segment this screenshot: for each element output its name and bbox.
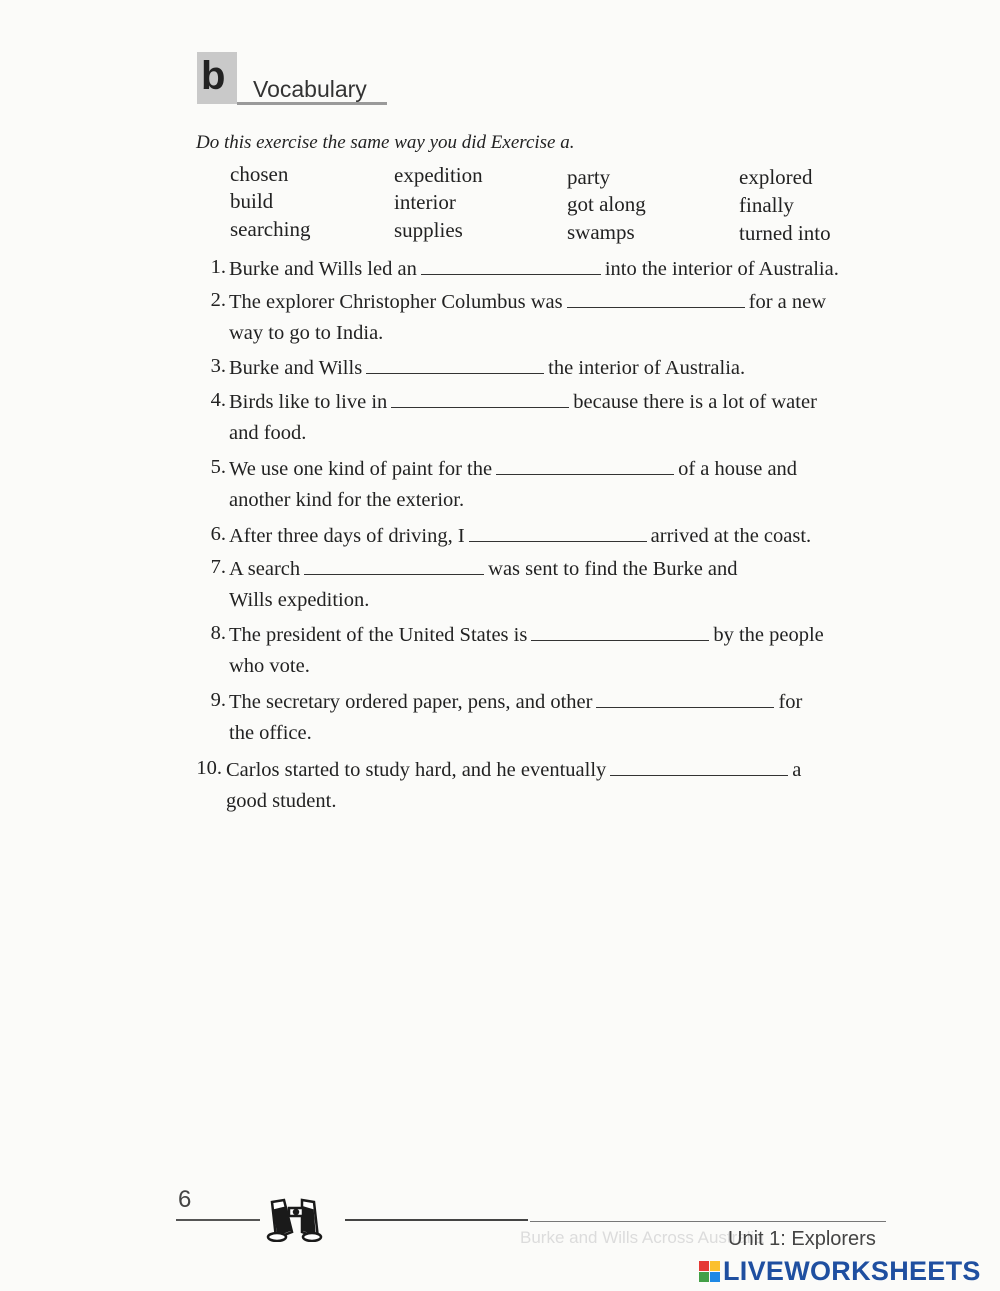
section-letter: b	[197, 52, 237, 104]
liveworksheets-watermark	[699, 1256, 981, 1287]
word-bank-item: explored	[739, 165, 813, 189]
question-number: 10.	[196, 757, 222, 779]
question-line: Wills expedition.	[229, 589, 370, 611]
logo-square	[699, 1272, 709, 1282]
bleed-through-text: Burke and Wills Across Australia	[520, 1228, 764, 1247]
question-text: The explorer Christopher Columbus was	[229, 291, 563, 313]
question-line: another kind for the exterior.	[229, 489, 465, 511]
answer-blank[interactable]	[304, 556, 484, 575]
answer-blank[interactable]	[567, 289, 745, 308]
question-text: Burke and Wills	[229, 357, 363, 379]
section-title: Vocabulary	[253, 76, 367, 102]
question-text: the interior of Australia.	[548, 357, 746, 379]
question-number: 2.	[210, 289, 226, 311]
question-text: We use one kind of paint for the	[229, 458, 493, 480]
logo-square	[710, 1261, 720, 1271]
answer-blank[interactable]	[610, 757, 788, 776]
question-line	[229, 289, 826, 314]
question-text: because there is a lot of water	[573, 391, 817, 413]
question-number: 9.	[210, 689, 226, 711]
question-text: Birds like to live in	[229, 391, 388, 413]
question-line	[229, 456, 797, 481]
question-number: 6.	[210, 523, 226, 545]
footer-rule	[176, 1219, 260, 1221]
logo-square	[710, 1272, 720, 1282]
question-line	[229, 355, 745, 380]
word-bank-item: swamps	[567, 220, 635, 244]
question-line	[229, 622, 824, 647]
instruction-text: Do this exercise the same way you did Exercise a.	[196, 132, 575, 153]
question-text: a	[792, 759, 802, 781]
question-text: of a house and	[678, 458, 798, 480]
question-number: 7.	[210, 556, 226, 578]
unit-label: Unit 1: Explorers	[728, 1228, 876, 1250]
footer-rule	[530, 1221, 886, 1222]
answer-blank[interactable]	[596, 689, 774, 708]
word-bank-item: build	[230, 189, 274, 213]
word-bank-item: expedition	[394, 163, 483, 187]
question-text: for a new	[748, 291, 827, 313]
question-text: A search	[229, 558, 301, 580]
question-text: arrived at the coast.	[650, 525, 812, 547]
question-number: 1.	[210, 256, 226, 278]
answer-blank[interactable]	[421, 256, 601, 275]
question-line	[229, 689, 802, 714]
logo-square	[699, 1261, 709, 1271]
question-line: way to go to India.	[229, 322, 384, 344]
liveworksheets-logo-icon	[699, 1261, 720, 1282]
answer-blank[interactable]	[469, 523, 647, 542]
question-number: 5.	[210, 456, 226, 478]
word-bank-item: party	[567, 165, 611, 189]
question-text: Burke and Wills led an	[229, 258, 417, 280]
answer-blank[interactable]	[531, 622, 709, 641]
footer-rule	[345, 1219, 528, 1221]
question-line: the office.	[229, 722, 312, 744]
word-bank-item: chosen	[230, 162, 289, 186]
word-bank-item: interior	[394, 190, 456, 214]
question-text: for	[778, 691, 803, 713]
word-bank-item: finally	[739, 193, 794, 217]
watermark-text: LIVEWORKSHEETS	[723, 1256, 981, 1286]
question-text: Carlos started to study hard, and he eventually	[226, 759, 607, 781]
word-bank-item: searching	[230, 217, 311, 241]
word-bank-item: got along	[567, 192, 646, 216]
question-text: was sent to find the Burke and	[488, 558, 738, 580]
question-number: 8.	[210, 622, 226, 644]
binoculars-icon	[262, 1192, 330, 1247]
question-number: 3.	[210, 355, 226, 377]
answer-blank[interactable]	[496, 456, 674, 475]
answer-blank[interactable]	[391, 389, 569, 408]
word-bank-item: supplies	[394, 218, 463, 242]
question-text: The secretary ordered paper, pens, and other	[229, 691, 593, 713]
question-line	[229, 389, 817, 414]
question-text: The president of the United States is	[229, 624, 528, 646]
answer-blank[interactable]	[366, 355, 544, 374]
page-number: 6	[178, 1186, 192, 1213]
question-line: and food.	[229, 422, 307, 444]
word-bank-item: turned into	[739, 221, 831, 245]
question-line	[229, 256, 839, 281]
question-number: 4.	[210, 389, 226, 411]
question-text: After three days of driving, I	[229, 525, 465, 547]
question-line	[229, 523, 811, 548]
question-text: into the interior of Australia.	[604, 258, 839, 280]
question-text: by the people	[713, 624, 824, 646]
question-line	[226, 757, 801, 782]
question-line: good student.	[226, 790, 337, 812]
question-line: who vote.	[229, 655, 310, 677]
question-line	[229, 556, 738, 581]
